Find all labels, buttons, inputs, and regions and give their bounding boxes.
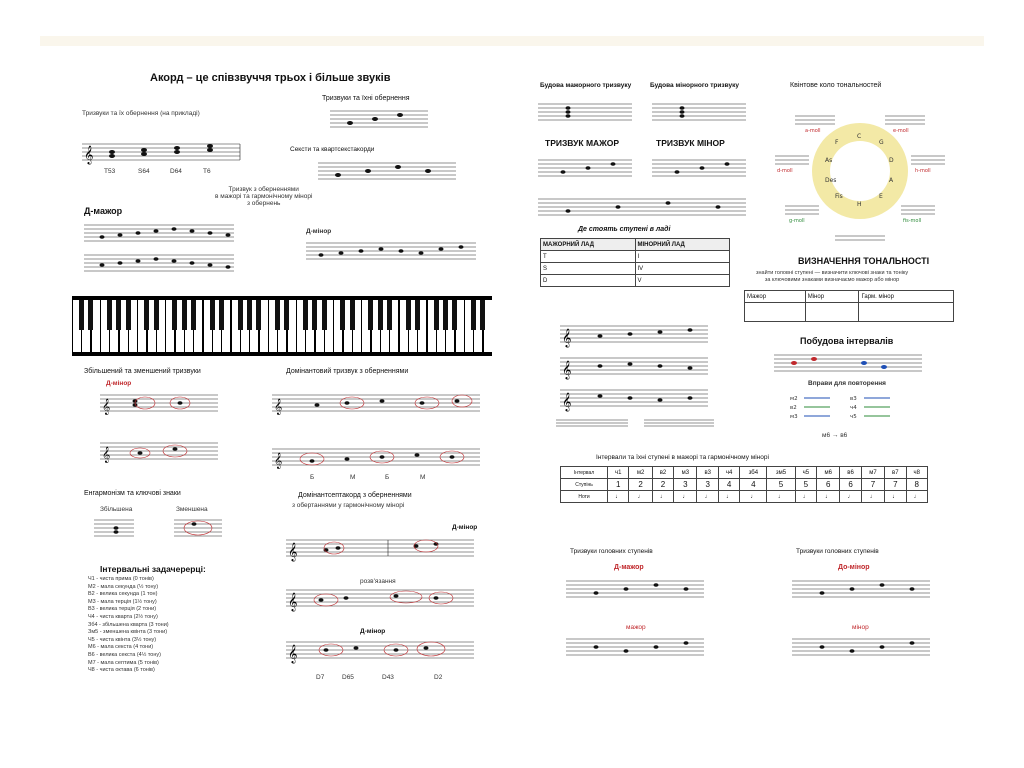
- major-heading-1: Будова мажорного тризвуку: [540, 82, 632, 89]
- svg-text:d-moll: d-moll: [777, 168, 793, 174]
- d7-label-1: D7: [316, 674, 325, 681]
- bottom-left-staff-1: [566, 578, 706, 602]
- left-caption: Тризвуки та їх обернення (на прикладі): [82, 110, 200, 117]
- minor-heading-1: Будова мінорного тризвуку: [650, 82, 739, 89]
- list-item: Ч5 - чиста квінта (3½ тону): [88, 636, 157, 643]
- piano-black-key: [154, 300, 159, 330]
- svg-text:в2: в2: [790, 405, 797, 411]
- intervals-list: [88, 576, 169, 675]
- svg-text:𝄞: 𝄞: [288, 592, 298, 611]
- enharmonic-label-2: Зменшена: [176, 506, 208, 513]
- svg-text:𝄞: 𝄞: [288, 542, 298, 561]
- svg-text:fis-moll: fis-moll: [903, 218, 922, 224]
- list-item: В2 - велика секунда (1 тон): [88, 591, 158, 598]
- building-staff: [774, 352, 924, 374]
- interval-cell: ч5: [795, 467, 816, 479]
- piano-black-key: [303, 300, 308, 330]
- piano-black-key: [340, 300, 345, 330]
- staff-right-mid-1: [560, 322, 710, 348]
- svg-text:𝄞: 𝄞: [562, 392, 572, 411]
- piano-black-key: [322, 300, 327, 330]
- interval-cell: зм5: [767, 467, 795, 479]
- neighbor-1: Б: [310, 474, 315, 481]
- staff-d7-3: [286, 638, 476, 664]
- staff-dominant-1: [272, 392, 482, 416]
- minor-label: Д-мінор: [360, 628, 386, 635]
- piano-black-key: [219, 300, 224, 330]
- row-label: Ноти: [561, 491, 608, 503]
- svg-text:м3: м3: [790, 414, 798, 420]
- svg-text:𝄞: 𝄞: [562, 328, 572, 347]
- svg-text:e-moll: e-moll: [893, 128, 909, 134]
- step-cell: 3: [674, 479, 697, 491]
- tonality-header: Гарм. мінор: [859, 291, 954, 303]
- step-cell: 4: [718, 479, 739, 491]
- row-label: Інтервал: [561, 467, 608, 479]
- steps-cell: IV: [635, 263, 730, 275]
- tonality-desc: знайти головні ступені — визначити ключові знаки та тоніку за ключовими знаками визначаємо мажор або мінор: [756, 270, 909, 283]
- steps-cell: I: [635, 251, 730, 263]
- piano-black-key: [79, 300, 84, 330]
- piano-black-key: [415, 300, 420, 330]
- svg-text:h-moll: h-moll: [915, 168, 931, 174]
- building-caption: Вправи для повторення: [808, 380, 886, 387]
- svg-text:C: C: [857, 133, 862, 140]
- list-item: Ч4 - чиста кварта (2½ тону): [88, 613, 158, 620]
- svg-text:a-moll: a-moll: [805, 128, 821, 134]
- piano-keyboard: [72, 296, 492, 356]
- piano-black-key: [378, 300, 383, 330]
- svg-text:м2: м2: [790, 396, 798, 402]
- bottom-right-staff-1: [792, 578, 932, 602]
- staff-major: [538, 100, 634, 130]
- interval-table: [560, 466, 928, 503]
- bottom-right-mid: мінор: [852, 624, 869, 631]
- list-item: В3 - велика терція (2 тони): [88, 606, 157, 613]
- steps-header-1: МАЖОРНИЙ ЛАД: [541, 239, 636, 251]
- svg-text:𝄞: 𝄞: [102, 399, 111, 415]
- step-cell: 6: [840, 479, 862, 491]
- building-title: Побудова інтервалів: [800, 336, 894, 346]
- note-cell: ♩: [861, 491, 884, 503]
- enharmonic-label-1: Збільшена: [100, 506, 133, 513]
- svg-text:g-moll: g-moll: [789, 218, 805, 224]
- svg-text:𝄞: 𝄞: [274, 399, 283, 415]
- piano-black-key: [406, 300, 411, 330]
- tonality-table: [744, 290, 954, 322]
- svg-text:𝄞: 𝄞: [562, 360, 572, 379]
- row-label: Ступінь: [561, 479, 608, 491]
- piano-black-key: [284, 300, 289, 330]
- piano-black-key: [256, 300, 261, 330]
- top-band: [40, 36, 984, 46]
- note-cell: ♩: [767, 491, 795, 503]
- staff-right-mid-3: [560, 386, 710, 412]
- d7-label-3: D43: [382, 674, 394, 681]
- d-minor-right: Д-мінор: [452, 524, 478, 531]
- left-title: Акорд – це співзвуччя трьох і більше звуків: [150, 72, 391, 84]
- list-item: Зм5 - зменшена квінта (3 тони): [88, 629, 168, 636]
- list-item: М3 - мала терція (1½ тону): [88, 598, 157, 605]
- sub-label-1: розв'язання: [360, 578, 396, 585]
- interval-cell: в3: [697, 467, 719, 479]
- svg-text:𝄞: 𝄞: [102, 447, 111, 463]
- staff-d-minor: [306, 240, 476, 262]
- bottom-left-title: Тризвуки головних ступенів: [570, 548, 653, 555]
- piano-black-key: [247, 300, 252, 330]
- d7-sub: з обертаннями у гармонічному мінорі: [292, 502, 405, 509]
- step-cell: 1: [608, 479, 629, 491]
- svg-text:As: As: [825, 157, 833, 164]
- staff-major-2: [538, 156, 634, 196]
- list-item: Зб4 - збільшена кварта (3 тони): [88, 621, 169, 628]
- step-cell: 7: [885, 479, 907, 491]
- t-label-2: S64: [138, 168, 150, 175]
- svg-text:E: E: [879, 193, 883, 200]
- svg-text:𝄞: 𝄞: [84, 145, 94, 164]
- piano-black-key: [182, 300, 187, 330]
- staff-left-3: [94, 516, 224, 542]
- tonality-header: Мажор: [745, 291, 806, 303]
- step-cell: 2: [652, 479, 674, 491]
- note-cell: ♩: [674, 491, 697, 503]
- staff-left-2: [100, 440, 220, 464]
- note-cell: ♩: [608, 491, 629, 503]
- piano-black-key: [144, 300, 149, 330]
- arrows-label: м6 → в6: [822, 432, 848, 439]
- staff-dominant-2: [272, 446, 482, 470]
- note-cell: ♩: [906, 491, 927, 503]
- piano-black-key: [350, 300, 355, 330]
- interval-cell: зб4: [740, 467, 767, 479]
- circle-title: Квінтове коло тональностей: [790, 82, 882, 89]
- staff-triads-1: [82, 140, 242, 170]
- enharmonic-heading: Енгармонізм та ключові знаки: [84, 490, 181, 497]
- step-cell: 8: [906, 479, 927, 491]
- inversions-heading: Сексти та квартсекстакорди: [290, 146, 375, 153]
- d7-label-4: D2: [434, 674, 443, 681]
- svg-text:F: F: [835, 139, 839, 146]
- steps-cell: T: [541, 251, 636, 263]
- steps-header-2: МІНОРНИЙ ЛАД: [635, 239, 730, 251]
- list-item: М2 - мала секунда (½ тону): [88, 583, 159, 590]
- step-cell: 5: [795, 479, 816, 491]
- staff-d7-1: [286, 536, 476, 562]
- note-cell: ♩: [840, 491, 862, 503]
- piano-black-key: [210, 300, 215, 330]
- intervals-title: Інтервальні задачерерці:: [100, 564, 206, 574]
- interval-cell: в2: [652, 467, 674, 479]
- bottom-left-mid: мажор: [626, 624, 646, 631]
- piano-black-key: [191, 300, 196, 330]
- note-cell: ♩: [795, 491, 816, 503]
- dominant-sub: Д-мінор: [106, 380, 132, 387]
- svg-text:𝄞: 𝄞: [274, 453, 283, 469]
- note-cell: ♩: [652, 491, 674, 503]
- piano-black-key: [480, 300, 485, 330]
- neighbor-4: М: [420, 474, 426, 481]
- steps-cell: S: [541, 263, 636, 275]
- bottom-right-title: Тризвуки головних ступенів: [796, 548, 879, 555]
- svg-text:D: D: [889, 157, 894, 164]
- interval-cell: ч4: [718, 467, 739, 479]
- piano-black-key: [471, 300, 476, 330]
- d7-label-2: D65: [342, 674, 354, 681]
- piano-black-key: [88, 300, 93, 330]
- step-cell: 2: [629, 479, 652, 491]
- tonality-cell: [859, 303, 954, 322]
- step-cell: 7: [861, 479, 884, 491]
- interval-cell: в6: [840, 467, 862, 479]
- interval-row-notes: [561, 491, 928, 503]
- interval-row-steps: [561, 479, 928, 491]
- staff-d-major-1: [84, 222, 234, 244]
- step-cell: 4: [740, 479, 767, 491]
- piano-black-key: [275, 300, 280, 330]
- note-cell: ♩: [817, 491, 840, 503]
- d-minor-label: Д-мінор: [306, 228, 332, 235]
- svg-text:𝄞: 𝄞: [288, 644, 298, 663]
- tonality-title: ВИЗНАЧЕННЯ ТОНАЛЬНОСТІ: [798, 256, 930, 266]
- svg-text:Des: Des: [825, 177, 837, 184]
- piano-black-key: [116, 300, 121, 330]
- piano-black-key: [443, 300, 448, 330]
- piano-black-key: [238, 300, 243, 330]
- dominant-heading: Домінантовий тризвук з оберненнями: [286, 368, 409, 375]
- triads-heading: Тризвуки та їхні обернення: [322, 95, 410, 102]
- svg-text:Fis: Fis: [835, 193, 843, 200]
- staff-d-major-2: [84, 252, 234, 274]
- piano-black-key: [172, 300, 177, 330]
- d-major-heading: Д-мажор: [84, 206, 123, 216]
- note-cell: ♩: [697, 491, 719, 503]
- svg-text:в3: в3: [850, 396, 857, 402]
- steps-title: Де стоять ступені в ладі: [578, 226, 671, 233]
- bottom-left-key: Д-мажор: [614, 564, 644, 571]
- note-cell: ♩: [885, 491, 907, 503]
- piano-black-key: [387, 300, 392, 330]
- list-item: В6 - велика секста (4½ тону): [88, 651, 161, 658]
- svg-text:ч4: ч4: [850, 405, 857, 411]
- piano-black-key: [434, 300, 439, 330]
- interval-arrows: [790, 392, 910, 428]
- t-label-1: T53: [104, 168, 116, 175]
- bottom-right-staff-2: [792, 636, 932, 660]
- staff-right-mid-2: [560, 354, 710, 380]
- svg-text:H: H: [857, 201, 862, 208]
- piano-black-key: [452, 300, 457, 330]
- circle-of-fifths: [775, 96, 945, 246]
- dominant-heading-left: Збільшений та зменшений тризвуки: [84, 368, 201, 375]
- list-item: М6 - мала секста (4 тони): [88, 644, 154, 651]
- d7-heading: Домінантсептакорд з оберненнями: [298, 492, 412, 499]
- staff-minor-2: [652, 156, 748, 196]
- interval-cell: м6: [817, 467, 840, 479]
- piano-black-key: [368, 300, 373, 330]
- steps-cell: V: [635, 275, 730, 287]
- interval-table-title: Інтервали та їхні ступені в мажорі та гармонічному мінорі: [596, 454, 769, 461]
- interval-cell: м7: [861, 467, 884, 479]
- svg-text:ч5: ч5: [850, 414, 857, 420]
- list-item: М7 - мала септима (5 тонів): [88, 659, 159, 666]
- svg-text:A: A: [889, 177, 894, 184]
- staff-d7-2: [286, 586, 476, 612]
- interval-cell: ч1: [608, 467, 629, 479]
- list-item: Ч1 - чиста прима (0 тонів): [88, 576, 154, 582]
- bottom-right-key: До-мінор: [838, 564, 870, 571]
- staff-long: [538, 196, 748, 218]
- steps-cell: D: [541, 275, 636, 287]
- note-cell: ♩: [740, 491, 767, 503]
- note-cell: ♩: [718, 491, 739, 503]
- interval-cell: в7: [885, 467, 907, 479]
- neighbor-3: Б: [385, 474, 390, 481]
- t-label-3: D64: [170, 168, 182, 175]
- interval-cell: м3: [674, 467, 697, 479]
- interval-row-top: [561, 467, 928, 479]
- interval-cell: ч8: [906, 467, 927, 479]
- interval-cell: м2: [629, 467, 652, 479]
- note-cell: ♩: [629, 491, 652, 503]
- staff-right-mid-4: [556, 418, 716, 432]
- svg-text:G: G: [879, 139, 884, 146]
- piano-black-key: [107, 300, 112, 330]
- staff-triads-2: [330, 108, 430, 132]
- list-item: Ч8 - чиста октава (6 тонів): [88, 667, 155, 674]
- tonality-cell: [745, 303, 806, 322]
- tonality-header: Мінор: [805, 291, 859, 303]
- piano-black-key: [126, 300, 131, 330]
- staff-minor: [652, 100, 748, 130]
- neighbor-2: М: [350, 474, 356, 481]
- t-label-4: T6: [203, 168, 211, 175]
- tonality-cell: [805, 303, 859, 322]
- bottom-left-staff-2: [566, 636, 706, 660]
- note-center: Тризвук з оберненнями в мажорі та гармонічному мінорі з обернень: [215, 186, 313, 207]
- staff-left-1: [100, 392, 220, 416]
- steps-table: [540, 238, 730, 287]
- piano-black-key: [312, 300, 317, 330]
- step-cell: 5: [767, 479, 795, 491]
- staff-inversions: [318, 160, 458, 184]
- step-cell: 6: [817, 479, 840, 491]
- major-triad-title: ТРИЗВУК МАЖОР: [545, 138, 620, 148]
- minor-triad-title: ТРИЗВУК МІНОР: [656, 138, 725, 148]
- step-cell: 3: [697, 479, 719, 491]
